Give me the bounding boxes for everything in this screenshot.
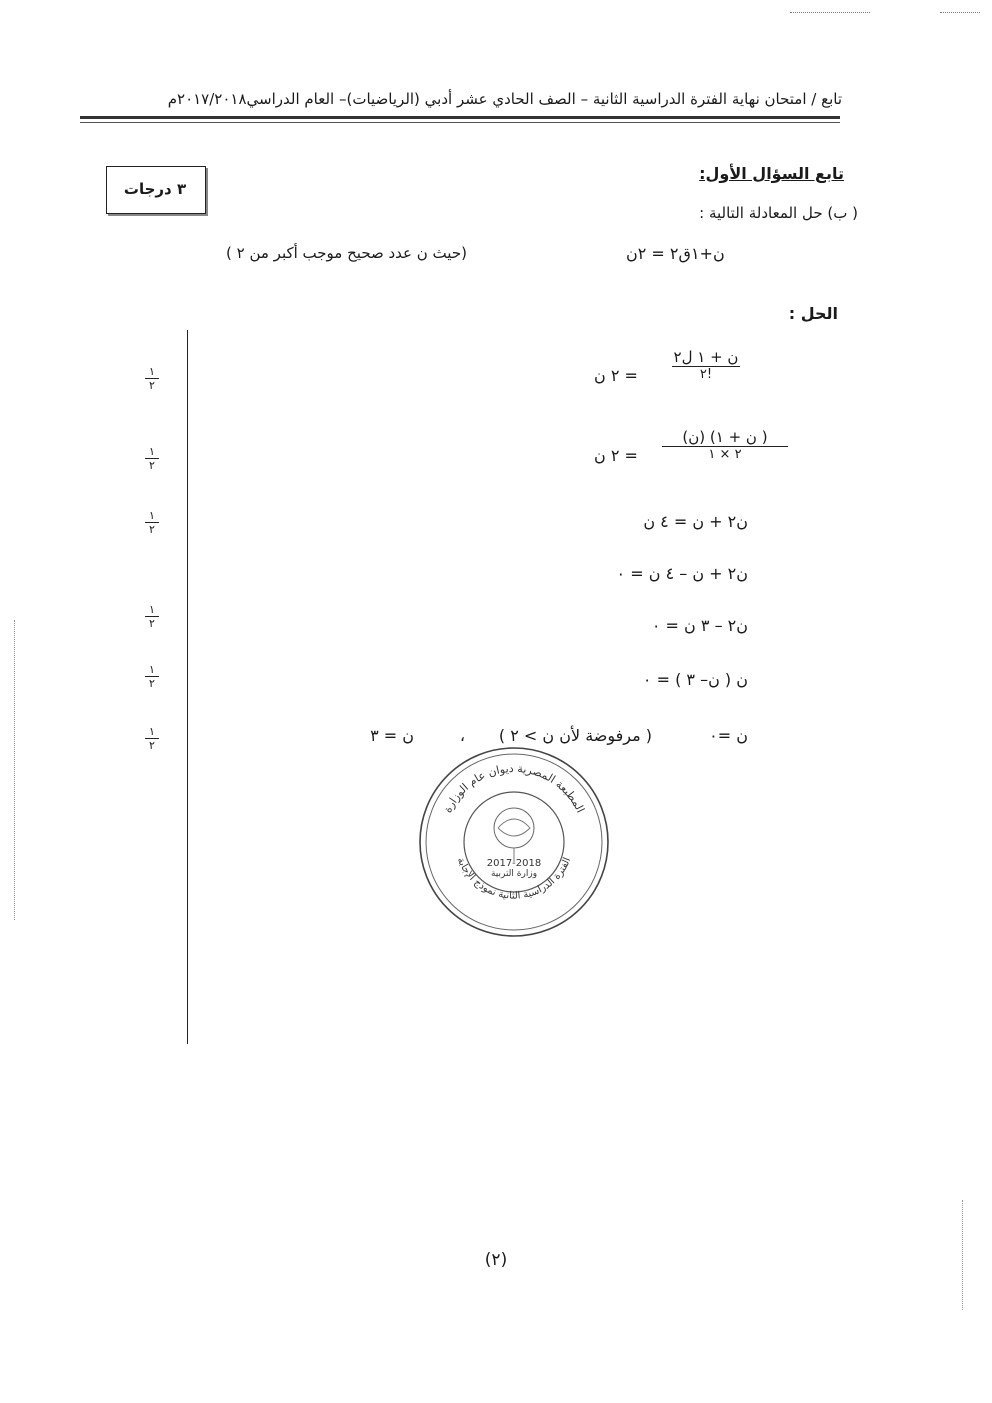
stamp-year: 2017-2018 (486, 858, 542, 869)
step5-equation: ن٢ – ٣ ن = ٠ (651, 616, 748, 635)
half-mark: ١ ٢ (145, 726, 159, 751)
question-equation: ن+١ق٢ = ٢ن (626, 244, 725, 263)
step1-denominator: ٢! (699, 367, 713, 382)
stamp-inner-text: الفترة الدراسية الثانية نموذج الإجابة (454, 856, 574, 902)
grade-label: ٣ درجات (123, 180, 187, 198)
solution-label: الحل : (788, 304, 838, 323)
stamp-outer-text: المطبعة المصرية ديوان عام الوزارة (441, 761, 587, 815)
root-zero: ن =٠ (709, 726, 748, 745)
half-mark: ١ ٢ (145, 664, 159, 689)
question-task: ( ب) حل المعادلة التالية : (699, 204, 858, 222)
exam-header: تابع / امتحان نهاية الفترة الدراسية الثانية – الصف الحادي عشر أدبي (الرياضيات)– العام الدراسي٢٠١٧/٢٠١٨م (167, 90, 842, 108)
question-condition: (حيث ن عدد صحيح موجب أكبر من ٢ ) (226, 244, 467, 262)
half-mark: ١ ٢ (145, 604, 159, 629)
half-mark: ١ ٢ (145, 446, 159, 471)
step2-denominator: ٢ × ١ (708, 447, 742, 462)
step4-equation: ن٢ + ن – ٤ ن = ٠ (616, 564, 748, 583)
page-number: (٢) (484, 1250, 508, 1270)
separator: ، (459, 726, 465, 745)
stamp-center-text: وزارة التربية (490, 869, 538, 879)
rejection-note: ( مرفوضة لأن ن > ٢ ) (498, 726, 652, 745)
step3-equation: ن٢ + ن = ٤ ن (643, 512, 748, 531)
question-title: تابع السؤال الأول: (699, 164, 844, 183)
half-mark: ١ ٢ (145, 366, 159, 391)
scan-artifact (790, 12, 870, 13)
stamp-graphic (416, 744, 612, 940)
step1-fraction (672, 348, 740, 382)
scan-artifact (940, 12, 980, 13)
root-three: ن = ٣ (370, 726, 414, 745)
step2-numerator: ( ن + ١) (ن) (682, 428, 768, 446)
header-rule-thin (80, 122, 840, 123)
margin-line (187, 330, 188, 1044)
step6-equation: ن ( ن– ٣ ) = ٠ (642, 670, 748, 689)
step1-rhs: = ٢ ن (594, 366, 638, 385)
header-rule (80, 116, 840, 119)
half-mark: ١ ٢ (145, 510, 159, 535)
ministry-stamp (416, 744, 612, 940)
step2-rhs: = ٢ ن (594, 446, 638, 465)
step1-numerator: ن + ١ ل٢ (673, 348, 739, 366)
scan-edge-mark (14, 620, 15, 920)
step2-fraction (662, 428, 788, 462)
